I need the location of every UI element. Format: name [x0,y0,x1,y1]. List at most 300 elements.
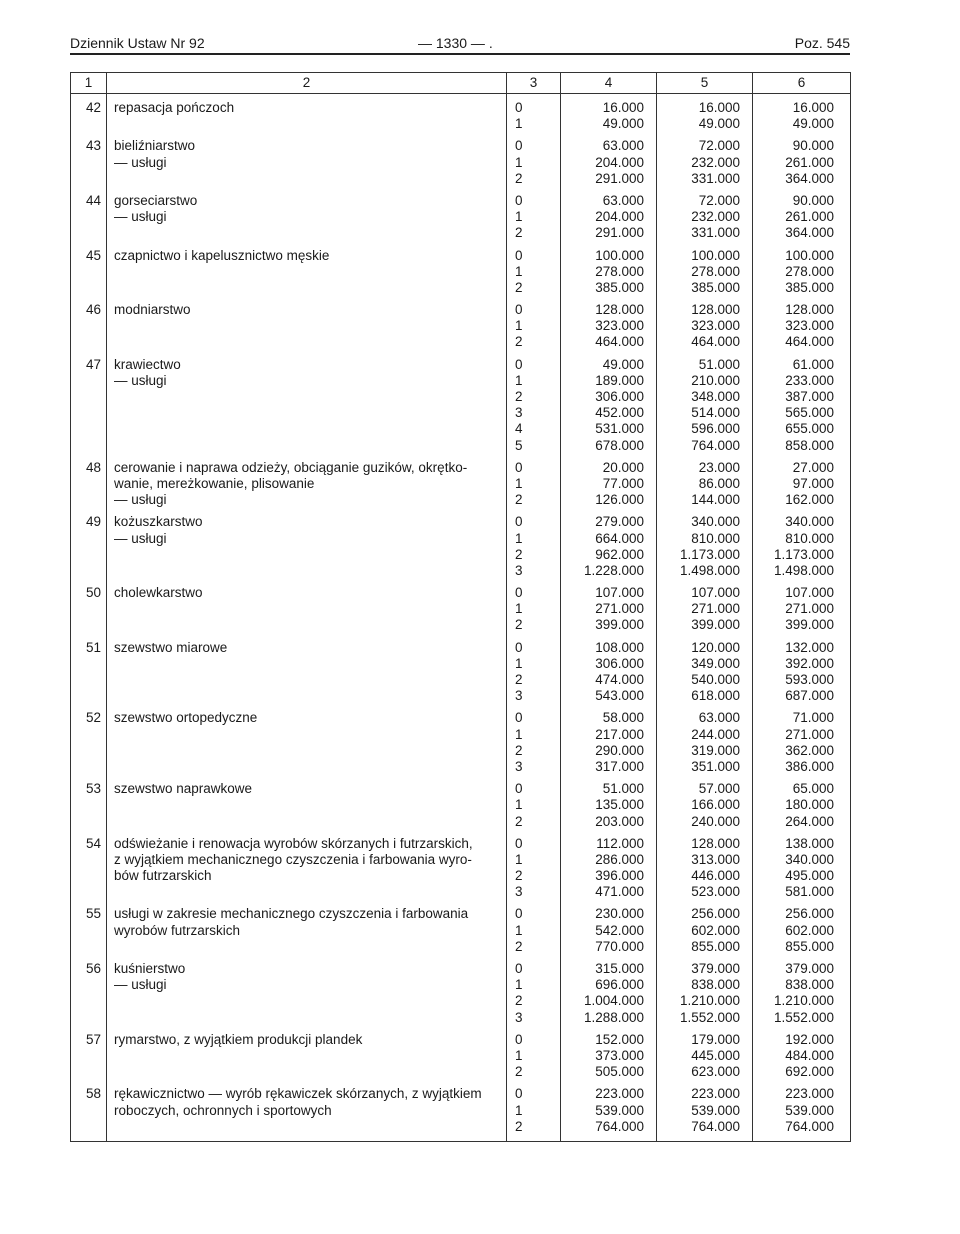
amount-col-5-value: 379.000 [691,961,740,976]
description-line: szewstwo ortopedyczne [114,710,258,726]
group-code-value: 4 [515,421,523,437]
group-code-value: 0 [515,302,523,318]
group-code-value: 2 [515,225,523,241]
group-code [507,961,561,1026]
group-code [507,1086,561,1135]
amount-col-5-value: 72.000 [698,192,740,208]
amount-col-4-value: 323.000 [595,318,644,334]
description-line: repasacja pończoch [114,100,235,115]
amount-col-6-value: 386.000 [785,758,834,774]
table-row [71,1032,851,1081]
amount-col-4-value: 531.000 [595,421,644,437]
amount-col-6 [753,514,851,579]
table-row [71,1086,851,1135]
group-code-value: 1 [515,530,523,546]
amount-col-5-value: 349.000 [691,655,740,671]
amount-col-5-value: 240.000 [691,813,740,829]
amount-col-6-value: 379.000 [785,961,834,976]
description-line: czapnictwo i kapelusznictwo męskie [114,247,330,263]
amount-col-4-value: 63.000 [602,192,644,208]
amount-col-5-value: 464.000 [691,334,740,350]
amount-col-5-value: 623.000 [691,1064,740,1080]
activity-description [107,357,507,454]
column-header-2: 2 [107,73,507,94]
amount-col-4 [561,961,657,1026]
amount-col-6-value: 71.000 [792,710,834,726]
amount-col-4-value: 471.000 [595,884,644,900]
description-line: cholewkarstwo [114,585,203,601]
amount-col-4 [561,248,657,297]
group-code-value: 3 [515,758,523,774]
amount-col-5-value: 166.000 [691,797,740,813]
row-number-value: 46 [85,302,101,318]
table-row [71,906,851,955]
group-code-value: 2 [515,672,523,687]
row-number [71,357,107,454]
table-row [71,357,851,454]
amount-col-6-value: 180.000 [785,797,834,813]
row-number-value: 44 [85,192,101,208]
group-code-value: 0 [515,781,523,797]
amount-col-6-value: 464.000 [785,334,834,350]
description-line: wyrobów futrzarskich [114,922,241,938]
amount-col-5-value: 385.000 [691,279,740,295]
activity-description [107,248,507,297]
row-number [71,193,107,242]
group-code-value: 1 [515,263,523,279]
table-row [71,248,851,297]
amount-col-6 [753,302,851,351]
activity-description [107,836,507,901]
amount-col-4-value: 385.000 [595,279,644,295]
journal-title: Dziennik Ustaw Nr 92 [70,35,205,51]
amount-col-5-value: 539.000 [691,1102,740,1118]
row-number-value: 54 [85,835,101,851]
amount-col-5 [657,302,753,351]
column-header-4: 4 [561,73,657,94]
activity-description [107,710,507,775]
amount-col-5-value: 144.000 [691,492,740,508]
row-number [71,585,107,634]
row-number [71,640,107,705]
group-code [507,585,561,634]
amount-col-5-value: 49.000 [698,116,740,132]
amount-col-4 [561,302,657,351]
description-line: — usługi [114,530,167,546]
table-row [71,585,851,634]
amount-col-6-value: 655.000 [785,421,834,437]
amount-col-5 [657,836,753,901]
amount-col-6-value: 107.000 [785,585,834,601]
row-number [71,1086,107,1135]
amount-col-6 [753,961,851,1026]
amount-col-4-value: 306.000 [595,655,644,671]
group-code-value: 2 [515,868,523,884]
amount-col-4 [561,836,657,901]
amount-col-6-value: 323.000 [785,318,834,334]
amount-col-4 [561,1032,657,1081]
amount-col-4-value: 135.000 [595,797,644,813]
amount-col-6 [753,460,851,509]
amount-col-5-value: 348.000 [691,389,740,404]
amount-col-6-value: 162.000 [785,492,834,508]
amount-col-6-value: 387.000 [785,389,834,404]
amount-col-4-value: 317.000 [595,758,644,774]
amount-col-6-value: 484.000 [785,1047,834,1063]
group-code-value: 2 [515,617,523,633]
group-code [507,357,561,454]
amount-col-5-value: 1.210.000 [679,993,740,1009]
amount-col-6-value: 271.000 [785,601,834,617]
amount-col-6-value: 1.173.000 [773,546,834,562]
column-header-3: 3 [507,73,561,94]
row-number [71,302,107,351]
table-row [71,460,851,509]
amount-col-6 [753,100,851,132]
amount-col-4-value: 542.000 [595,922,644,938]
amount-col-4-value: 204.000 [595,154,644,170]
amount-col-4-value: 770.000 [595,938,644,954]
amount-col-4-value: 63.000 [602,138,644,154]
amount-col-6-value: 692.000 [785,1064,834,1080]
amount-col-5-value: 540.000 [691,672,740,687]
amount-col-5-value: 16.000 [698,100,740,115]
activity-description [107,514,507,579]
spacer-cell [657,1135,753,1142]
description-line: gorseciarstwo [114,192,198,208]
amount-col-5-value: 1.552.000 [679,1009,740,1025]
table-row [71,961,851,1026]
amount-col-5-value: 399.000 [691,617,740,633]
amount-col-4-value: 290.000 [595,742,644,758]
amount-col-6-value: 97.000 [792,475,834,491]
table-row [71,193,851,242]
amount-col-4-value: 189.000 [595,372,644,388]
group-code [507,302,561,351]
amount-col-6-value: 399.000 [785,617,834,633]
amount-col-4-value: 203.000 [595,813,644,829]
activity-description [107,906,507,955]
amount-col-6-value: 16.000 [792,100,834,115]
amount-col-6 [753,1086,851,1135]
group-code-value: 1 [515,154,523,170]
row-spacer [71,1135,851,1142]
amount-col-4-value: 291.000 [595,225,644,241]
amount-col-5-value: 278.000 [691,263,740,279]
amount-col-5-value: 1.498.000 [679,562,740,578]
amount-col-4 [561,640,657,705]
group-code-value: 1 [515,601,523,617]
amount-col-4-value: 764.000 [595,1118,644,1134]
activity-description [107,460,507,509]
amount-col-6 [753,906,851,955]
amount-col-5-value: 1.173.000 [679,546,740,562]
row-number-value: 43 [85,138,101,154]
description-line: rymarstwo, z wyjątkiem produkcji plandek [114,1031,363,1047]
amount-col-6 [753,640,851,705]
table-header [71,73,851,94]
group-code-value: 5 [515,437,523,453]
description-line: modniarstwo [114,302,191,318]
group-code-value: 1 [515,977,523,993]
group-code-value: 0 [515,100,523,115]
amount-col-4-value: 204.000 [595,209,644,225]
description-line: usługi w zakresie mechanicznego czyszczenia i farbowania [114,906,469,922]
description-line: z wyjątkiem mechanicznego czyszczenia i farbowania wyro- [114,851,472,867]
amount-col-4 [561,514,657,579]
group-code-value: 0 [515,585,523,601]
amount-col-5-value: 602.000 [691,922,740,938]
group-code-value: 3 [515,405,523,421]
amount-col-6-value: 495.000 [785,868,834,884]
description-line: roboczych, ochronnych i sportowych [114,1102,332,1118]
group-code-value: 2 [515,813,523,829]
column-header-6: 6 [753,73,851,94]
row-number [71,248,107,297]
amount-col-4 [561,100,657,132]
amount-col-6 [753,357,851,454]
row-number-value: 48 [85,459,101,475]
table-row [71,640,851,705]
amount-col-5-value: 313.000 [691,851,740,867]
row-number [71,514,107,579]
amount-col-4-value: 152.000 [595,1031,644,1047]
amount-col-4-value: 279.000 [595,514,644,530]
amount-col-4-value: 278.000 [595,263,644,279]
group-code-value: 0 [515,356,523,372]
amount-col-6-value: 340.000 [785,514,834,530]
spacer-cell [561,1135,657,1142]
amount-col-6-value: 132.000 [785,639,834,655]
amount-col-4-value: 539.000 [595,1102,644,1118]
description-line: cerowanie i naprawa odzieży, obciąganie guzików, okrętko- [114,459,468,475]
group-code-value: 0 [515,138,523,154]
amount-col-4-value: 271.000 [595,601,644,617]
amount-col-4-value: 678.000 [595,437,644,453]
group-code-value: 0 [515,1031,523,1047]
amount-col-6-value: 256.000 [785,906,834,922]
amount-col-5 [657,710,753,775]
row-number [71,100,107,132]
group-code-value: 2 [515,546,523,562]
amount-col-4-value: 474.000 [595,672,644,687]
description-line: odświeżanie i renowacja wyrobów skórzanych i futrzarskich, [114,835,473,851]
group-code-value: 3 [515,562,523,578]
amount-col-4-value: 399.000 [595,617,644,633]
amount-col-6-value: 364.000 [785,225,834,241]
amount-col-5 [657,100,753,132]
group-code-value: 0 [515,1086,523,1102]
amount-col-4-value: 112.000 [596,835,644,851]
amount-col-5 [657,248,753,297]
amount-col-4-value: 108.000 [595,639,644,655]
group-code [507,100,561,132]
amount-col-5-value: 23.000 [698,459,740,475]
description-line: bów futrzarskich [114,868,212,884]
group-code-value: 3 [515,1009,523,1025]
group-code-value: 1 [515,1047,523,1063]
amount-col-5-value: 838.000 [691,977,740,993]
row-number-value: 49 [85,514,101,530]
group-code-value: 2 [515,170,523,186]
amount-col-5-value: 331.000 [691,170,740,186]
amount-col-6-value: 90.000 [792,138,834,154]
amount-col-6-value: 855.000 [785,938,834,954]
amount-col-6-value: 1.552.000 [773,1009,834,1025]
amount-col-5-value: 128.000 [691,835,740,851]
group-code-value: 3 [515,688,523,704]
amount-col-4 [561,710,657,775]
amount-col-5 [657,1086,753,1135]
amount-col-4-value: 128.000 [595,302,644,318]
page-number: — 1330 — . [418,35,493,51]
amount-col-5-value: 319.000 [691,742,740,758]
row-number [71,781,107,830]
amount-col-4 [561,781,657,830]
group-code-value: 2 [515,334,523,350]
row-number-value: 57 [85,1031,101,1047]
amount-col-4 [561,193,657,242]
group-code-value: 2 [515,1064,523,1080]
amount-col-5 [657,585,753,634]
amount-col-4-value: 1.004.000 [583,993,644,1009]
activity-description [107,100,507,132]
amount-col-6-value: 233.000 [785,372,834,388]
amount-col-6-value: 539.000 [785,1102,834,1118]
group-code-value: 2 [515,279,523,295]
amount-col-5-value: 323.000 [691,318,740,334]
amount-col-4-value: 217.000 [595,726,644,742]
group-code-value: 2 [515,742,523,758]
amount-col-6 [753,710,851,775]
table-row [71,100,851,132]
description-line: szewstwo naprawkowe [114,781,253,797]
row-number [71,710,107,775]
row-number-value: 58 [85,1086,101,1102]
table-row [71,710,851,775]
row-number [71,460,107,509]
group-code [507,1032,561,1081]
amount-col-5-value: 57.000 [698,781,740,797]
amount-col-4-value: 49.000 [602,356,644,372]
amount-col-4 [561,460,657,509]
row-number-value: 56 [85,961,101,976]
amount-col-4-value: 373.000 [595,1047,644,1063]
amount-col-4-value: 696.000 [595,977,644,993]
table-row [71,836,851,901]
amount-col-5 [657,906,753,955]
amount-col-6-value: 362.000 [785,742,834,758]
amount-col-4 [561,138,657,187]
amount-col-6 [753,585,851,634]
table-body [71,94,851,1142]
activity-description [107,138,507,187]
row-number-value: 55 [85,906,101,922]
amount-col-5-value: 51.000 [698,356,740,372]
amount-col-4-value: 315.000 [595,961,644,976]
amount-col-6-value: 261.000 [785,209,834,225]
amount-col-6-value: 138.000 [785,835,834,851]
group-code-value: 1 [515,851,523,867]
amount-col-5-value: 256.000 [691,906,740,922]
amount-col-5-value: 618.000 [691,688,740,704]
page-header [70,33,850,53]
amount-col-6 [753,781,851,830]
amount-col-4 [561,1086,657,1135]
amount-col-6-value: 593.000 [785,672,834,687]
group-code [507,138,561,187]
activity-description [107,1032,507,1081]
amount-col-5-value: 232.000 [691,209,740,225]
amount-col-6-value: 61.000 [792,356,834,372]
amount-col-4-value: 51.000 [602,781,644,797]
amount-col-6-value: 90.000 [792,192,834,208]
row-number-value: 53 [85,781,101,797]
amount-col-5-value: 100.000 [691,247,740,263]
description-line: — usługi [114,209,167,225]
row-number-value: 42 [85,100,101,115]
table-row [71,781,851,830]
amount-col-5-value: 72.000 [698,138,740,154]
amount-col-6 [753,193,851,242]
amount-col-6-value: 264.000 [785,813,834,829]
amount-col-6-value: 385.000 [785,279,834,295]
spacer-cell [107,1135,507,1142]
amount-col-6-value: 565.000 [785,405,834,421]
amount-col-4-value: 77.000 [602,475,644,491]
amount-col-6-value: 364.000 [785,170,834,186]
amount-col-4-value: 306.000 [595,389,644,404]
amount-col-4-value: 464.000 [595,334,644,350]
column-header-5: 5 [657,73,753,94]
description-line: kuśnierstwo [114,961,186,976]
group-code [507,514,561,579]
amount-col-5-value: 523.000 [691,884,740,900]
amount-col-4-value: 126.000 [595,492,644,508]
amount-col-6-value: 49.000 [792,116,834,132]
amount-col-4-value: 1.288.000 [583,1009,644,1025]
amount-col-4-value: 396.000 [595,868,644,884]
amount-col-5-value: 232.000 [691,154,740,170]
amount-col-5 [657,1032,753,1081]
amount-col-6-value: 687.000 [785,688,834,704]
group-code-value: 1 [515,922,523,938]
group-code-value: 0 [515,710,523,726]
group-code-value: 0 [515,459,523,475]
amount-col-6 [753,138,851,187]
amount-col-4-value: 543.000 [595,688,644,704]
description-line: — usługi [114,154,167,170]
amount-col-6-value: 65.000 [792,781,834,797]
amount-col-6 [753,1032,851,1081]
row-number [71,1032,107,1081]
row-number-value: 52 [85,710,101,726]
activity-description [107,302,507,351]
amount-col-5-value: 351.000 [691,758,740,774]
amount-col-6-value: 128.000 [785,302,834,318]
row-number-value: 51 [85,639,101,655]
amount-col-6 [753,248,851,297]
amount-col-6-value: 271.000 [785,726,834,742]
amount-col-5-value: 446.000 [691,868,740,884]
table-row [71,514,851,579]
description-line: krawiectwo [114,356,181,372]
amount-col-6-value: 764.000 [785,1118,834,1134]
activity-description [107,961,507,1026]
group-code-value: 1 [515,475,523,491]
amount-col-5-value: 179.000 [691,1031,740,1047]
group-code [507,193,561,242]
